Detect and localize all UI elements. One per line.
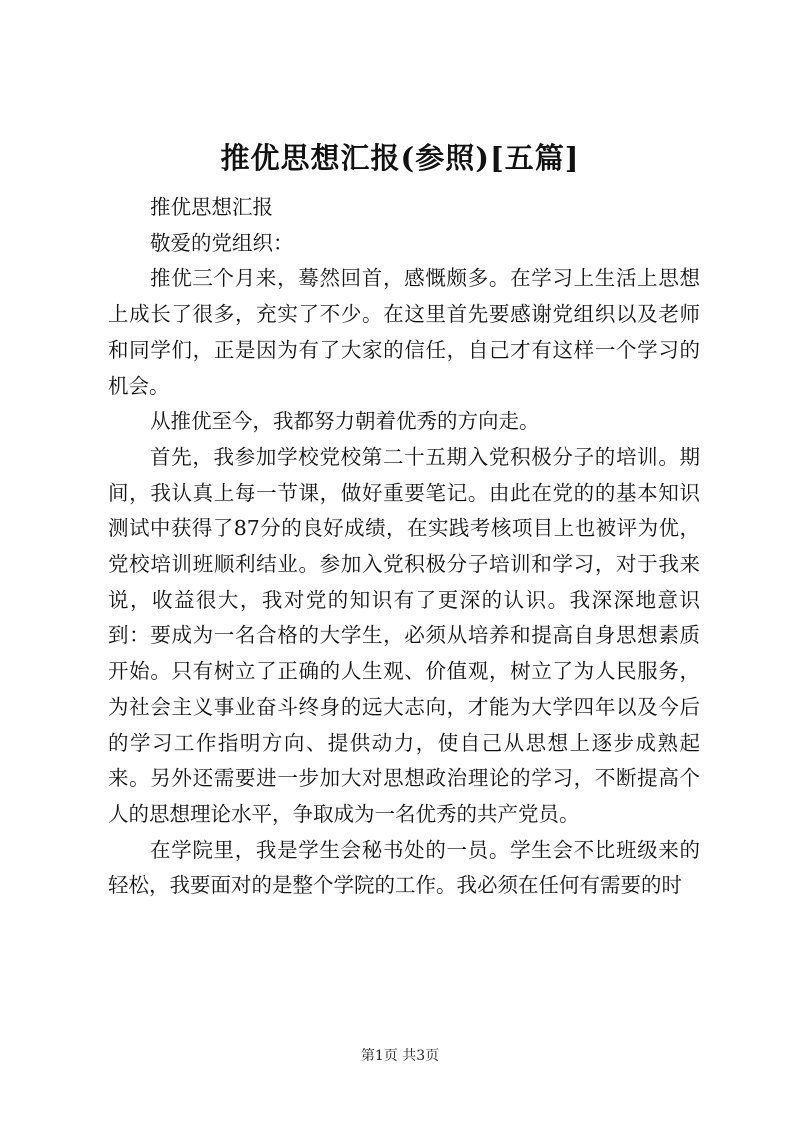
paragraph-3: 首先，我参加学校党校第二十五期入党积极分子的培训。期间，我认真上每一节课，做好重要笔记。由此在党的的基本知识测试中获得了87分的良好成绩，在实践考核项目上也被评为优，党校培训班顺利结业。参加入党积极分子培训和学习，对于我来说，收益很大，我对党的知识有了更深的认识。我深深地意识到：要成为一名合格的大学生，必须从培养和提高自身思想素质开始。只有树立了正确的人生观、价值观，树立了为人民服务，为社会主义事业奋斗终身的远大志向，才能为大学四年以及今后的学习工作指明方向、提供动力，使自己从思想上逐步成熟起来。另外还需要进一步加大对思想政治理论的学习，不断提高个人的思想理论水平，争取成为一名优秀的共产党员。 <box>108 444 700 826</box>
paragraph-4: 在学院里，我是学生会秘书处的一员。学生会不比班级来的轻松，我要面对的是整个学院的工作。我必须在任何有需要的时 <box>108 837 700 898</box>
page-footer: 第1页 共3页 <box>360 1048 440 1064</box>
paragraph-subtitle: 推优思想汇报 <box>150 195 274 219</box>
paragraph-salutation: 敬爱的党组织： <box>150 230 294 255</box>
document-title: 推优思想汇报(参照)[五篇] <box>220 141 580 175</box>
paragraph-1: 推优三个月来，蓦然回首，感慨颇多。在学习上生活上思想上成长了很多，充实了不少。在这里首先要感谢党组织以及老师和同学们，正是因为有了大家的信任，自己才有这样一个学习的机会。 <box>108 266 700 398</box>
document-body <box>108 190 700 904</box>
paragraph-2: 从推优至今，我都努力朝着优秀的方向走。 <box>150 409 540 434</box>
